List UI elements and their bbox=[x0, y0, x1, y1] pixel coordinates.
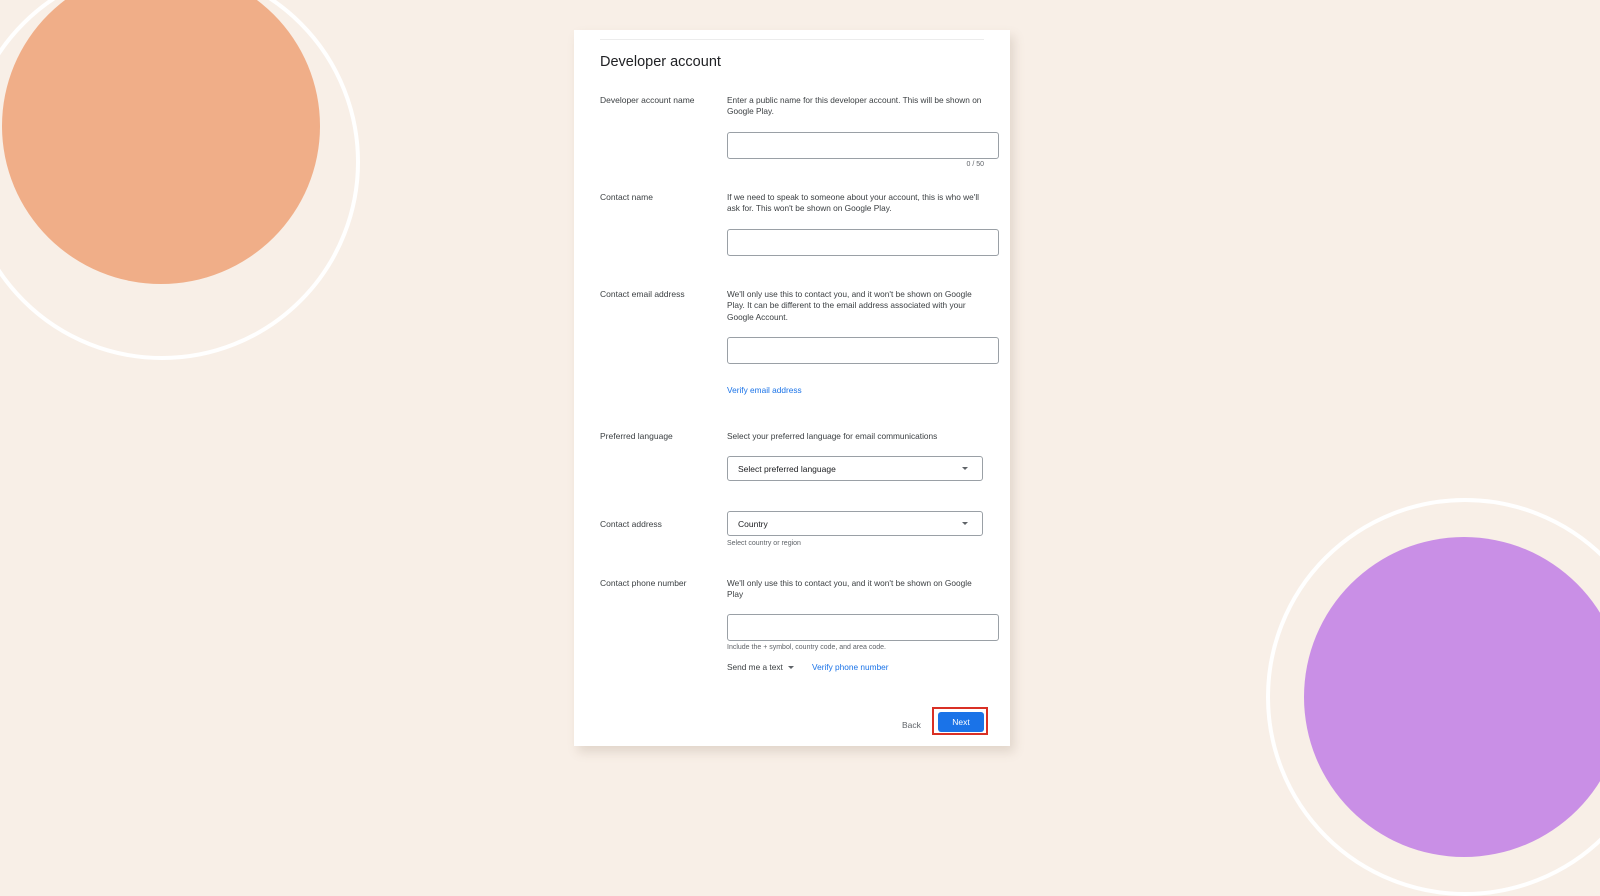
send-method-dropdown[interactable] bbox=[727, 662, 794, 672]
contact-email-input[interactable] bbox=[727, 337, 999, 364]
contact-phone-input[interactable] bbox=[727, 614, 999, 641]
developer-account-card bbox=[574, 30, 1010, 746]
page-title: Developer account bbox=[600, 54, 721, 70]
contact-address-label: Contact address bbox=[600, 519, 662, 529]
developer-account-name-label: Developer account name bbox=[600, 95, 695, 105]
preferred-language-description: Select your preferred language for email communications bbox=[727, 431, 938, 441]
divider bbox=[600, 39, 984, 40]
country-select[interactable] bbox=[727, 511, 983, 536]
back-button[interactable]: Back bbox=[896, 715, 926, 735]
developer-account-name-input[interactable] bbox=[727, 132, 999, 159]
character-counter: 0 / 50 bbox=[966, 161, 984, 168]
country-hint: Select country or region bbox=[727, 540, 801, 547]
phone-hint: Include the + symbol, country code, and area code. bbox=[727, 644, 886, 651]
preferred-language-select[interactable] bbox=[727, 456, 983, 481]
verify-phone-link[interactable]: Verify phone number bbox=[812, 662, 889, 672]
chevron-down-icon bbox=[962, 467, 968, 470]
contact-name-description: If we need to speak to someone about your account, this is who we'll ask for. This won't be shown on Google Play. bbox=[727, 192, 980, 214]
country-value: Country bbox=[738, 518, 768, 529]
developer-account-name-description: Enter a public name for this developer account. This will be shown on Google Play. bbox=[727, 95, 982, 117]
contact-name-label: Contact name bbox=[600, 192, 653, 202]
preferred-language-value: Select preferred language bbox=[738, 463, 836, 474]
contact-email-label: Contact email address bbox=[600, 289, 685, 299]
chevron-down-icon bbox=[962, 522, 968, 525]
contact-email-description: We'll only use this to contact you, and it won't be shown on Google Play. It can be different to the email address associated with your Google Account. bbox=[727, 289, 972, 322]
contact-name-input[interactable] bbox=[727, 229, 999, 256]
contact-phone-description: We'll only use this to contact you, and it won't be shown on Google Play bbox=[727, 578, 972, 600]
next-button[interactable]: Next bbox=[938, 712, 984, 732]
verify-email-link[interactable]: Verify email address bbox=[727, 385, 802, 395]
send-method-label: Send me a text bbox=[727, 662, 783, 672]
contact-phone-label: Contact phone number bbox=[600, 578, 687, 588]
chevron-down-icon bbox=[788, 666, 794, 669]
preferred-language-label: Preferred language bbox=[600, 431, 673, 441]
